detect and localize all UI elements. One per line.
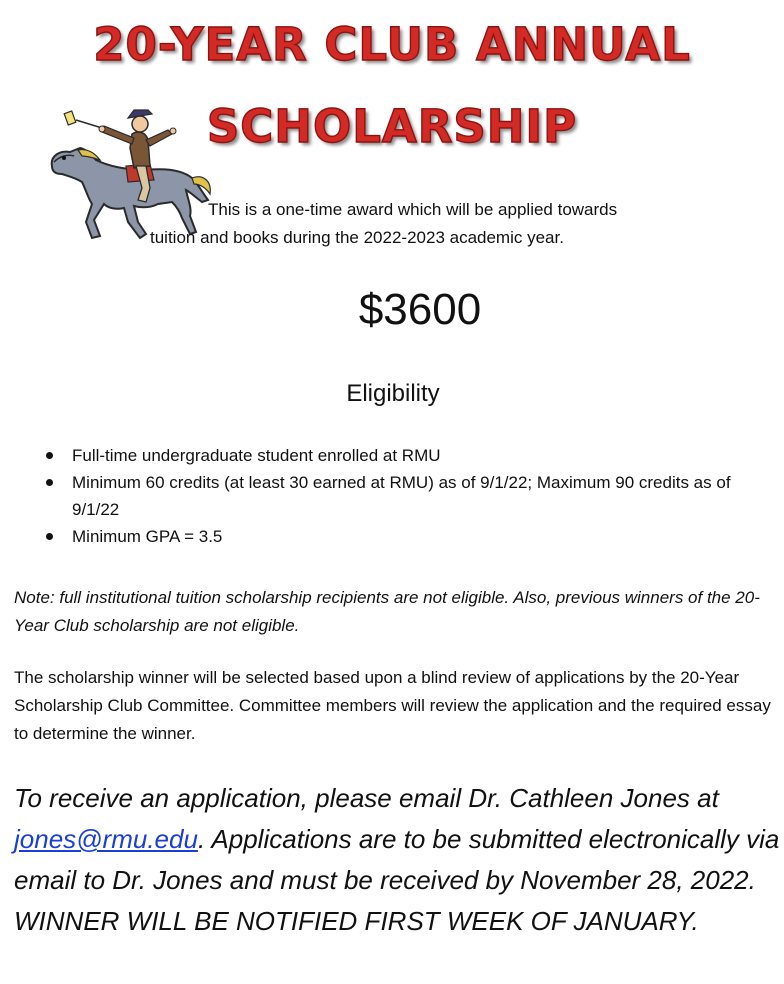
list-item <box>42 523 772 550</box>
list-item <box>42 469 772 523</box>
email-link[interactable]: jones@rmu.edu <box>14 824 198 854</box>
intro-line-2: tuition and books during the 2022-2023 academic year. <box>150 228 564 247</box>
bullet-icon <box>46 452 53 459</box>
selection-paragraph: The scholarship winner will be selected based upon a blind review of applications by the 20-Year Scholarship Club Committee. Committee members will review the application and the required essay to determine the winner. <box>14 668 771 743</box>
intro-text <box>150 196 750 252</box>
page-title-line-1: 20-YEAR CLUB ANNUAL <box>93 18 691 71</box>
eligibility-item-text: Minimum 60 credits (at least 30 earned at RMU) as of 9/1/22; Maximum 90 credits as of 9/1/22 <box>72 473 731 519</box>
eligibility-list <box>42 442 772 550</box>
list-item <box>42 442 772 469</box>
bullet-icon <box>46 479 53 486</box>
note-paragraph: Note: full institutional tuition scholarship recipients are not eligible. Also, previous winners of the 20-Year Club scholarship are not eligible. <box>14 588 760 635</box>
application-text-before: To receive an application, please email Dr. Cathleen Jones at <box>14 783 719 813</box>
intro-line-1: This is a one-time award which will be applied towards <box>208 200 618 219</box>
application-text-after: . Applications are to be submitted electronically via email to Dr. Jones and must be received by November 28, 2022. WINNER WILL BE NOTIFIED FIRST WEEK OF JANUARY. <box>14 824 780 936</box>
eligibility-heading: Eligibility <box>346 380 440 407</box>
award-amount: $3600 <box>358 285 482 334</box>
bullet-icon <box>46 533 53 540</box>
application-paragraph <box>14 778 780 942</box>
page-title-line-2: SCHOLARSHIP <box>206 100 578 153</box>
eligibility-item-text: Full-time undergraduate student enrolled at RMU <box>72 446 441 465</box>
eligibility-item-text: Minimum GPA = 3.5 <box>72 527 223 546</box>
